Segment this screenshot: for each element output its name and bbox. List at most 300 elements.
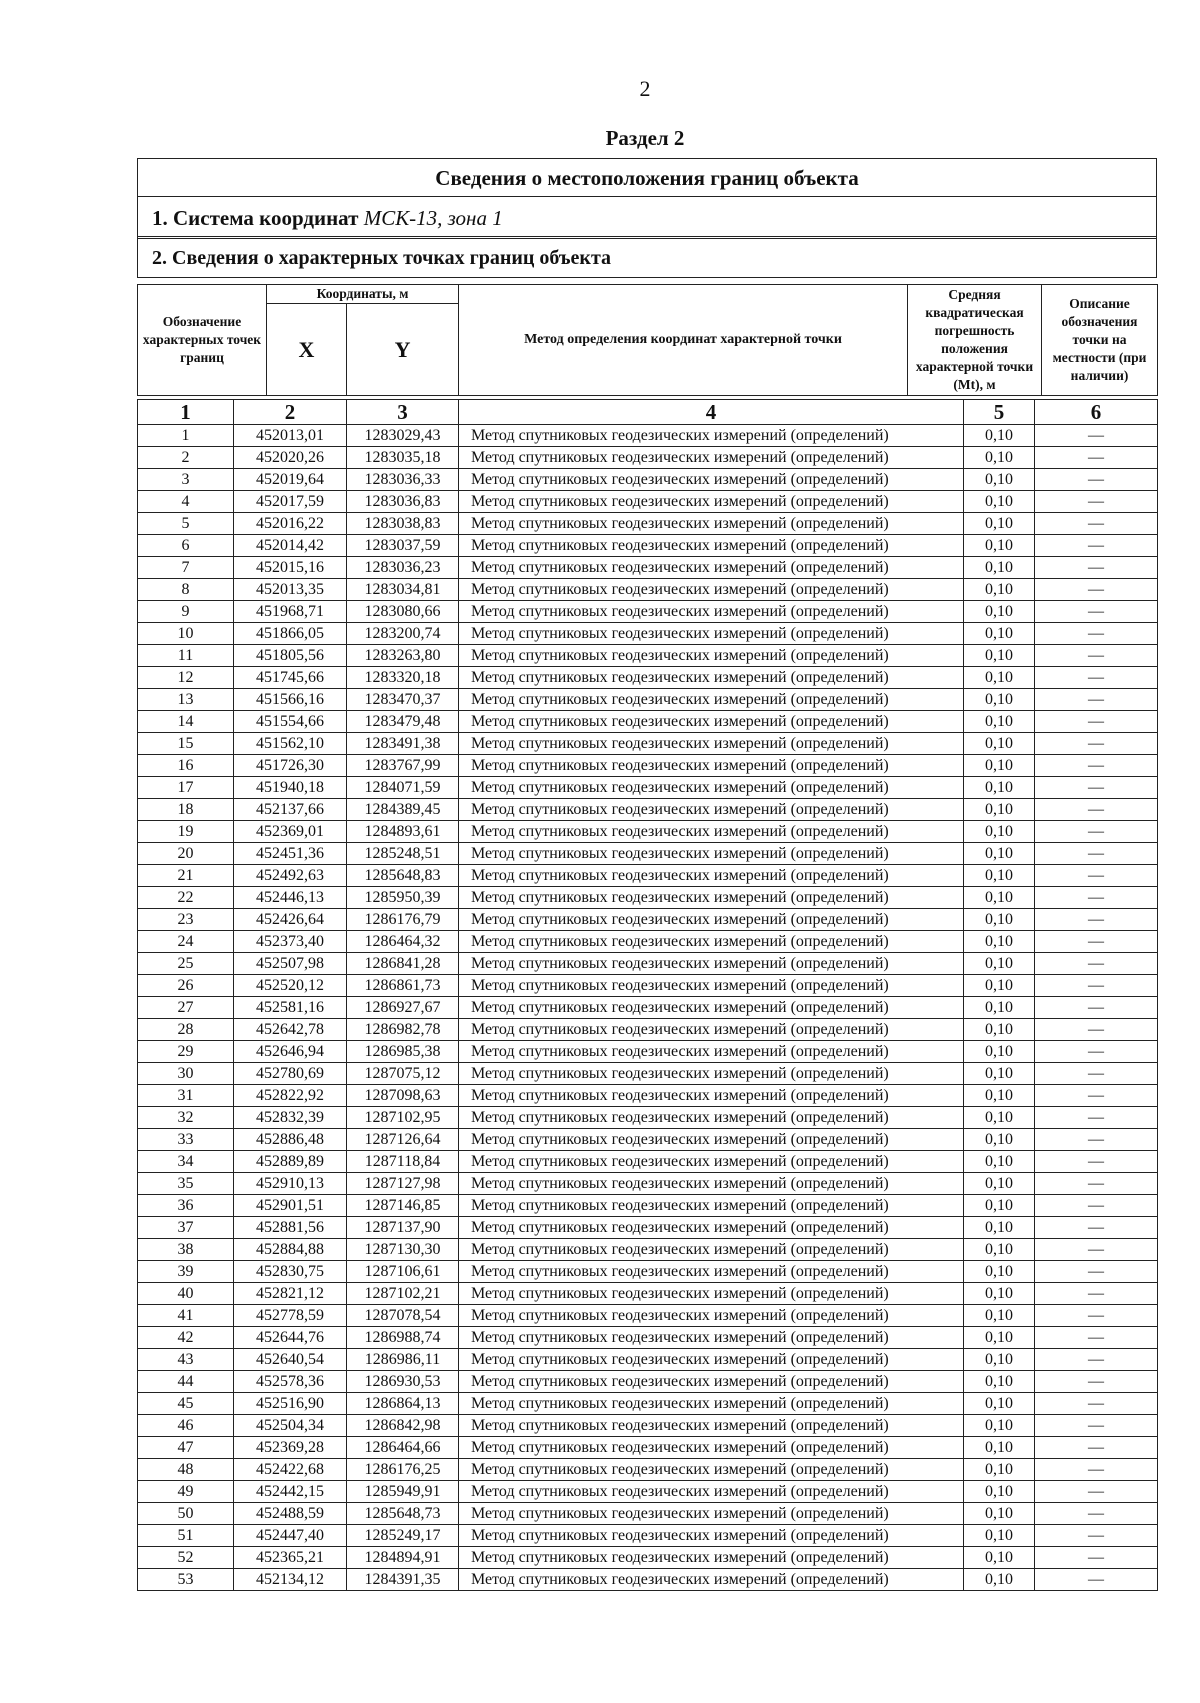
point-number: 23 [138, 909, 234, 931]
point-number: 16 [138, 755, 234, 777]
y-coordinate: 1287146,85 [347, 1195, 459, 1217]
error-cell: 0,10 [964, 1217, 1035, 1239]
description-cell: — [1035, 1547, 1158, 1569]
error-cell: 0,10 [964, 1239, 1035, 1261]
description-cell: — [1035, 777, 1158, 799]
y-coordinate: 1286930,53 [347, 1371, 459, 1393]
error-cell: 0,10 [964, 557, 1035, 579]
table-row [138, 1261, 1158, 1283]
table-row [138, 997, 1158, 1019]
error-cell: 0,10 [964, 1503, 1035, 1525]
error-cell: 0,10 [964, 1063, 1035, 1085]
y-coordinate: 1287126,64 [347, 1129, 459, 1151]
point-number: 13 [138, 689, 234, 711]
y-coordinate: 1283036,83 [347, 491, 459, 513]
method-cell: Метод спутниковых геодезических измерений (определений) [459, 1305, 964, 1327]
x-coordinate: 452134,12 [234, 1569, 347, 1591]
point-number: 7 [138, 557, 234, 579]
description-cell: — [1035, 733, 1158, 755]
x-coordinate: 452365,21 [234, 1547, 347, 1569]
table-row [138, 843, 1158, 865]
error-cell: 0,10 [964, 843, 1035, 865]
x-coordinate: 452520,12 [234, 975, 347, 997]
error-cell: 0,10 [964, 1151, 1035, 1173]
x-coordinate: 452830,75 [234, 1261, 347, 1283]
description-cell: — [1035, 1569, 1158, 1591]
method-cell: Метод спутниковых геодезических измерений (определений) [459, 535, 964, 557]
error-cell: 0,10 [964, 777, 1035, 799]
method-cell: Метод спутниковых геодезических измерений (определений) [459, 865, 964, 887]
description-cell: — [1035, 1239, 1158, 1261]
error-cell: 0,10 [964, 1019, 1035, 1041]
y-coordinate: 1283038,83 [347, 513, 459, 535]
description-cell: — [1035, 887, 1158, 909]
description-cell: — [1035, 1305, 1158, 1327]
table-row [138, 887, 1158, 909]
method-cell: Метод спутниковых геодезических измерений (определений) [459, 1503, 964, 1525]
point-number: 15 [138, 733, 234, 755]
point-number: 38 [138, 1239, 234, 1261]
point-number: 45 [138, 1393, 234, 1415]
method-cell: Метод спутниковых геодезических измерений (определений) [459, 1547, 964, 1569]
x-coordinate: 452020,26 [234, 447, 347, 469]
table-row [138, 1151, 1158, 1173]
point-number: 32 [138, 1107, 234, 1129]
description-cell: — [1035, 953, 1158, 975]
x-coordinate: 452451,36 [234, 843, 347, 865]
y-coordinate: 1287098,63 [347, 1085, 459, 1107]
point-number: 36 [138, 1195, 234, 1217]
x-coordinate: 452581,16 [234, 997, 347, 1019]
header-designation: Обозначение характерных точек границ [138, 285, 267, 396]
error-cell: 0,10 [964, 1415, 1035, 1437]
x-coordinate: 452642,78 [234, 1019, 347, 1041]
table-row [138, 821, 1158, 843]
section-frame [137, 158, 1157, 278]
error-cell: 0,10 [964, 1437, 1035, 1459]
method-cell: Метод спутниковых геодезических измерений (определений) [459, 1261, 964, 1283]
y-coordinate: 1283263,80 [347, 645, 459, 667]
error-cell: 0,10 [964, 887, 1035, 909]
column-number: 5 [964, 400, 1035, 425]
y-coordinate: 1283036,33 [347, 469, 459, 491]
column-number: 6 [1035, 400, 1158, 425]
error-cell: 0,10 [964, 1173, 1035, 1195]
error-cell: 0,10 [964, 1371, 1035, 1393]
x-coordinate: 451554,66 [234, 711, 347, 733]
y-coordinate: 1287102,95 [347, 1107, 459, 1129]
method-cell: Метод спутниковых геодезических измерений (определений) [459, 1063, 964, 1085]
description-cell: — [1035, 909, 1158, 931]
description-cell: — [1035, 975, 1158, 997]
point-number: 52 [138, 1547, 234, 1569]
method-cell: Метод спутниковых геодезических измерений (определений) [459, 1569, 964, 1591]
table-row [138, 513, 1158, 535]
error-cell: 0,10 [964, 447, 1035, 469]
y-coordinate: 1287118,84 [347, 1151, 459, 1173]
point-number: 42 [138, 1327, 234, 1349]
method-cell: Метод спутниковых геодезических измерений (определений) [459, 667, 964, 689]
x-coordinate: 452889,89 [234, 1151, 347, 1173]
table-row [138, 689, 1158, 711]
y-coordinate: 1286986,11 [347, 1349, 459, 1371]
error-cell: 0,10 [964, 601, 1035, 623]
point-number: 27 [138, 997, 234, 1019]
table-row [138, 711, 1158, 733]
page-number: 2 [639, 76, 651, 101]
table-row [138, 623, 1158, 645]
method-cell: Метод спутниковых геодезических измерений (определений) [459, 623, 964, 645]
table-row [138, 975, 1158, 997]
y-coordinate: 1287075,12 [347, 1063, 459, 1085]
error-cell: 0,10 [964, 909, 1035, 931]
column-number: 4 [459, 400, 964, 425]
point-number: 6 [138, 535, 234, 557]
description-cell: — [1035, 623, 1158, 645]
table-row [138, 865, 1158, 887]
point-number: 30 [138, 1063, 234, 1085]
method-cell: Метод спутниковых геодезических измерений (определений) [459, 953, 964, 975]
x-coordinate: 452013,35 [234, 579, 347, 601]
description-cell: — [1035, 997, 1158, 1019]
method-cell: Метод спутниковых геодезических измерений (определений) [459, 689, 964, 711]
point-number: 31 [138, 1085, 234, 1107]
point-number: 41 [138, 1305, 234, 1327]
method-cell: Метод спутниковых геодезических измерений (определений) [459, 975, 964, 997]
y-coordinate: 1286842,98 [347, 1415, 459, 1437]
y-coordinate: 1283479,48 [347, 711, 459, 733]
error-cell: 0,10 [964, 1459, 1035, 1481]
y-coordinate: 1285950,39 [347, 887, 459, 909]
error-cell: 0,10 [964, 491, 1035, 513]
x-coordinate: 452910,13 [234, 1173, 347, 1195]
method-cell: Метод спутниковых геодезических измерений (определений) [459, 843, 964, 865]
table-row [138, 1173, 1158, 1195]
description-cell: — [1035, 843, 1158, 865]
method-cell: Метод спутниковых геодезических измерений (определений) [459, 1481, 964, 1503]
error-cell: 0,10 [964, 799, 1035, 821]
method-cell: Метод спутниковых геодезических измерений (определений) [459, 997, 964, 1019]
method-cell: Метод спутниковых геодезических измерений (определений) [459, 1019, 964, 1041]
error-cell: 0,10 [964, 821, 1035, 843]
y-coordinate: 1283200,74 [347, 623, 459, 645]
x-coordinate: 452447,40 [234, 1525, 347, 1547]
x-coordinate: 452019,64 [234, 469, 347, 491]
method-cell: Метод спутниковых геодезических измерений (определений) [459, 711, 964, 733]
method-cell: Метод спутниковых геодезических измерений (определений) [459, 1151, 964, 1173]
point-number: 11 [138, 645, 234, 667]
point-number: 33 [138, 1129, 234, 1151]
table-row [138, 1305, 1158, 1327]
point-number: 51 [138, 1525, 234, 1547]
error-cell: 0,10 [964, 425, 1035, 447]
method-cell: Метод спутниковых геодезических измерений (определений) [459, 1393, 964, 1415]
frame-title: Сведения о местоположения границ объекта [138, 159, 1156, 197]
point-number: 18 [138, 799, 234, 821]
x-coordinate: 452578,36 [234, 1371, 347, 1393]
description-cell: — [1035, 799, 1158, 821]
error-cell: 0,10 [964, 513, 1035, 535]
table-row [138, 535, 1158, 557]
error-cell: 0,10 [964, 1547, 1035, 1569]
method-cell: Метод спутниковых геодезических измерений (определений) [459, 1195, 964, 1217]
column-number: 3 [347, 400, 459, 425]
y-coordinate: 1283034,81 [347, 579, 459, 601]
method-cell: Метод спутниковых геодезических измерений (определений) [459, 601, 964, 623]
x-coordinate: 451805,56 [234, 645, 347, 667]
method-cell: Метод спутниковых геодезических измерений (определений) [459, 469, 964, 491]
description-cell: — [1035, 557, 1158, 579]
y-coordinate: 1285648,73 [347, 1503, 459, 1525]
y-coordinate: 1286176,25 [347, 1459, 459, 1481]
method-cell: Метод спутниковых геодезических измерений (определений) [459, 1283, 964, 1305]
error-cell: 0,10 [964, 1085, 1035, 1107]
x-coordinate: 452492,63 [234, 865, 347, 887]
point-number: 22 [138, 887, 234, 909]
error-cell: 0,10 [964, 711, 1035, 733]
x-coordinate: 452832,39 [234, 1107, 347, 1129]
y-coordinate: 1287102,21 [347, 1283, 459, 1305]
table-row [138, 1085, 1158, 1107]
method-cell: Метод спутниковых геодезических измерений (определений) [459, 1459, 964, 1481]
method-cell: Метод спутниковых геодезических измерений (определений) [459, 1239, 964, 1261]
method-cell: Метод спутниковых геодезических измерений (определений) [459, 931, 964, 953]
table-row [138, 1041, 1158, 1063]
table-row [138, 667, 1158, 689]
y-coordinate: 1287127,98 [347, 1173, 459, 1195]
point-number: 34 [138, 1151, 234, 1173]
header-description: Описание обозначения точки на местности (при наличии) [1042, 285, 1158, 396]
method-cell: Метод спутниковых геодезических измерений (определений) [459, 799, 964, 821]
table-row [138, 1327, 1158, 1349]
y-coordinate: 1283491,38 [347, 733, 459, 755]
y-coordinate: 1286927,67 [347, 997, 459, 1019]
method-cell: Метод спутниковых геодезических измерений (определений) [459, 1415, 964, 1437]
point-number: 53 [138, 1569, 234, 1591]
header-method: Метод определения координат характерной точки [459, 285, 908, 396]
points-table-header [137, 284, 1158, 396]
y-coordinate: 1287078,54 [347, 1305, 459, 1327]
description-cell: — [1035, 1459, 1158, 1481]
point-number: 44 [138, 1371, 234, 1393]
y-coordinate: 1286988,74 [347, 1327, 459, 1349]
x-coordinate: 452013,01 [234, 425, 347, 447]
description-cell: — [1035, 579, 1158, 601]
x-coordinate: 452780,69 [234, 1063, 347, 1085]
error-cell: 0,10 [964, 579, 1035, 601]
table-row [138, 1525, 1158, 1547]
method-cell: Метод спутниковых геодезических измерений (определений) [459, 1085, 964, 1107]
x-coordinate: 452017,59 [234, 491, 347, 513]
y-coordinate: 1286864,13 [347, 1393, 459, 1415]
table-row [138, 1019, 1158, 1041]
point-number: 10 [138, 623, 234, 645]
y-coordinate: 1284893,61 [347, 821, 459, 843]
table-row [138, 953, 1158, 975]
y-coordinate: 1283767,99 [347, 755, 459, 777]
x-coordinate: 452014,42 [234, 535, 347, 557]
column-number: 1 [138, 400, 234, 425]
point-number: 35 [138, 1173, 234, 1195]
table-row [138, 645, 1158, 667]
method-cell: Метод спутниковых геодезических измерений (определений) [459, 1217, 964, 1239]
description-cell: — [1035, 1107, 1158, 1129]
y-coordinate: 1286841,28 [347, 953, 459, 975]
point-number: 46 [138, 1415, 234, 1437]
y-coordinate: 1287106,61 [347, 1261, 459, 1283]
x-coordinate: 452016,22 [234, 513, 347, 535]
point-number: 48 [138, 1459, 234, 1481]
error-cell: 0,10 [964, 1349, 1035, 1371]
error-cell: 0,10 [964, 1195, 1035, 1217]
point-number: 29 [138, 1041, 234, 1063]
error-cell: 0,10 [964, 1305, 1035, 1327]
x-coordinate: 452446,13 [234, 887, 347, 909]
x-coordinate: 452646,94 [234, 1041, 347, 1063]
description-cell: — [1035, 1437, 1158, 1459]
description-cell: — [1035, 1283, 1158, 1305]
point-number: 2 [138, 447, 234, 469]
description-cell: — [1035, 1019, 1158, 1041]
table-row [138, 601, 1158, 623]
table-row [138, 447, 1158, 469]
table-row [138, 1217, 1158, 1239]
description-cell: — [1035, 1481, 1158, 1503]
error-cell: 0,10 [964, 645, 1035, 667]
method-cell: Метод спутниковых геодезических измерений (определений) [459, 821, 964, 843]
table-row [138, 491, 1158, 513]
table-row [138, 1437, 1158, 1459]
description-cell: — [1035, 601, 1158, 623]
error-cell: 0,10 [964, 1569, 1035, 1591]
method-cell: Метод спутниковых геодезических измерений (определений) [459, 1173, 964, 1195]
method-cell: Метод спутниковых геодезических измерений (определений) [459, 447, 964, 469]
x-coordinate: 452137,66 [234, 799, 347, 821]
x-coordinate: 452640,54 [234, 1349, 347, 1371]
error-cell: 0,10 [964, 1481, 1035, 1503]
points-table [137, 399, 1158, 1591]
table-row [138, 1459, 1158, 1481]
y-coordinate: 1283035,18 [347, 447, 459, 469]
x-coordinate: 452507,98 [234, 953, 347, 975]
table-row [138, 799, 1158, 821]
x-coordinate: 452442,15 [234, 1481, 347, 1503]
y-coordinate: 1283080,66 [347, 601, 459, 623]
point-number: 40 [138, 1283, 234, 1305]
point-number: 26 [138, 975, 234, 997]
error-cell: 0,10 [964, 865, 1035, 887]
x-coordinate: 451562,10 [234, 733, 347, 755]
method-cell: Метод спутниковых геодезических измерений (определений) [459, 733, 964, 755]
y-coordinate: 1286861,73 [347, 975, 459, 997]
method-cell: Метод спутниковых геодезических измерений (определений) [459, 491, 964, 513]
description-cell: — [1035, 645, 1158, 667]
description-cell: — [1035, 1129, 1158, 1151]
method-cell: Метод спутниковых геодезических измерений (определений) [459, 887, 964, 909]
table-row [138, 909, 1158, 931]
point-number: 21 [138, 865, 234, 887]
coordinate-system-label: 1. Система координат [152, 206, 359, 230]
error-cell: 0,10 [964, 931, 1035, 953]
description-cell: — [1035, 1151, 1158, 1173]
method-cell: Метод спутниковых геодезических измерений (определений) [459, 513, 964, 535]
description-cell: — [1035, 1041, 1158, 1063]
header-error: Средняя квадратическая погрешность положения характерной точки (Mt), м [908, 285, 1042, 396]
description-cell: — [1035, 513, 1158, 535]
method-cell: Метод спутниковых геодезических измерений (определений) [459, 1129, 964, 1151]
method-cell: Метод спутниковых геодезических измерений (определений) [459, 579, 964, 601]
y-coordinate: 1284071,59 [347, 777, 459, 799]
method-cell: Метод спутниковых геодезических измерений (определений) [459, 1041, 964, 1063]
table-row [138, 1503, 1158, 1525]
y-coordinate: 1285648,83 [347, 865, 459, 887]
error-cell: 0,10 [964, 733, 1035, 755]
x-coordinate: 452015,16 [234, 557, 347, 579]
error-cell: 0,10 [964, 755, 1035, 777]
x-coordinate: 452426,64 [234, 909, 347, 931]
x-coordinate: 452373,40 [234, 931, 347, 953]
point-number: 19 [138, 821, 234, 843]
error-cell: 0,10 [964, 1129, 1035, 1151]
description-cell: — [1035, 689, 1158, 711]
description-cell: — [1035, 821, 1158, 843]
description-cell: — [1035, 447, 1158, 469]
error-cell: 0,10 [964, 535, 1035, 557]
x-coordinate: 452369,01 [234, 821, 347, 843]
coordinate-system-row [138, 197, 1156, 239]
method-cell: Метод спутниковых геодезических измерений (определений) [459, 909, 964, 931]
y-coordinate: 1285248,51 [347, 843, 459, 865]
description-cell: — [1035, 469, 1158, 491]
column-number: 2 [234, 400, 347, 425]
description-cell: — [1035, 1393, 1158, 1415]
method-cell: Метод спутниковых геодезических измерений (определений) [459, 1525, 964, 1547]
x-coordinate: 452488,59 [234, 1503, 347, 1525]
x-coordinate: 452778,59 [234, 1305, 347, 1327]
method-cell: Метод спутниковых геодезических измерений (определений) [459, 1371, 964, 1393]
y-coordinate: 1284389,45 [347, 799, 459, 821]
method-cell: Метод спутниковых геодезических измерений (определений) [459, 425, 964, 447]
error-cell: 0,10 [964, 469, 1035, 491]
description-cell: — [1035, 1261, 1158, 1283]
point-number: 24 [138, 931, 234, 953]
description-cell: — [1035, 865, 1158, 887]
x-coordinate: 452516,90 [234, 1393, 347, 1415]
table-row [138, 1547, 1158, 1569]
table-row [138, 579, 1158, 601]
table-row [138, 931, 1158, 953]
description-cell: — [1035, 1503, 1158, 1525]
section-title: Раздел 2 [605, 126, 685, 150]
point-number: 4 [138, 491, 234, 513]
error-cell: 0,10 [964, 1261, 1035, 1283]
point-number: 8 [138, 579, 234, 601]
description-cell: — [1035, 1525, 1158, 1547]
error-cell: 0,10 [964, 975, 1035, 997]
method-cell: Метод спутниковых геодезических измерений (определений) [459, 645, 964, 667]
x-coordinate: 452881,56 [234, 1217, 347, 1239]
column-numbers-row [138, 400, 1158, 425]
point-number: 1 [138, 425, 234, 447]
description-cell: — [1035, 667, 1158, 689]
y-coordinate: 1287137,90 [347, 1217, 459, 1239]
y-coordinate: 1283037,59 [347, 535, 459, 557]
x-coordinate: 451745,66 [234, 667, 347, 689]
error-cell: 0,10 [964, 667, 1035, 689]
table-row [138, 1349, 1158, 1371]
point-number: 28 [138, 1019, 234, 1041]
y-coordinate: 1286176,79 [347, 909, 459, 931]
